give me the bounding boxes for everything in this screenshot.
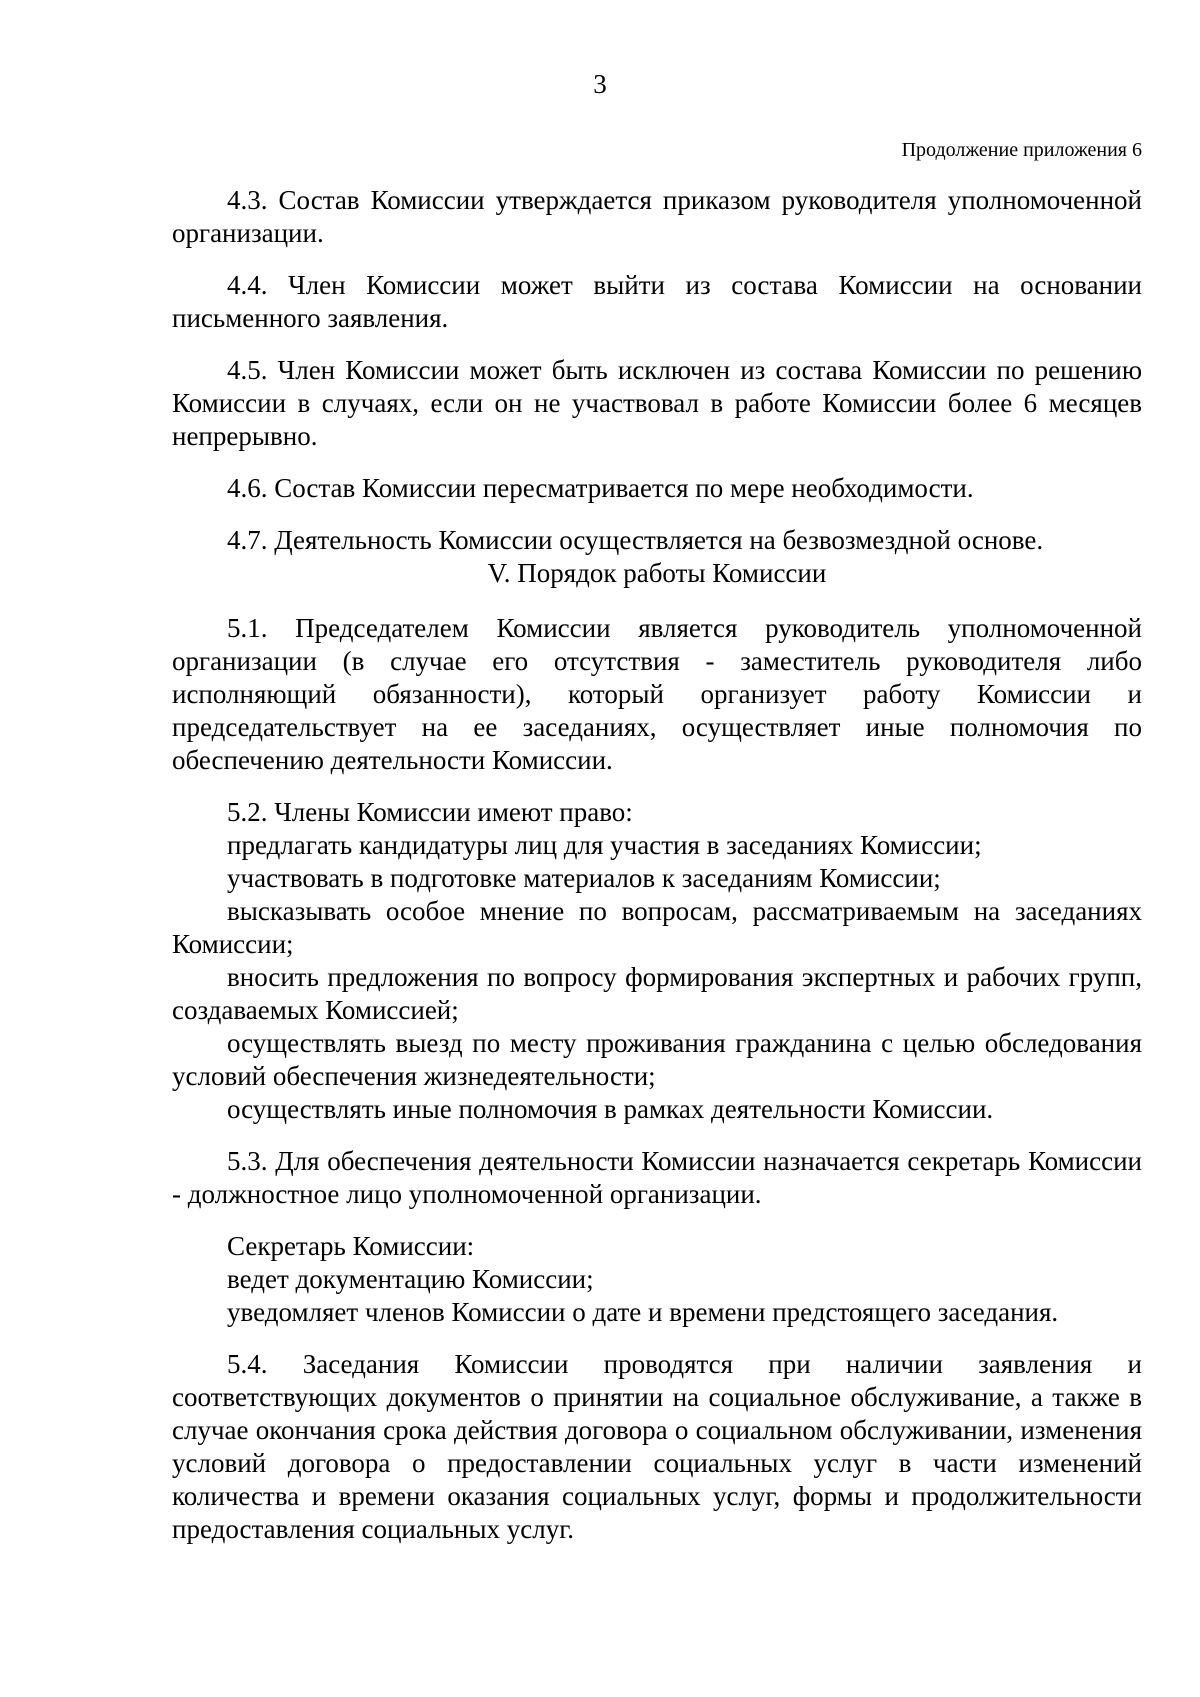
rights-list-item: вносить предложения по вопросу формирования экспертных и рабочих групп, создаваемых Комиссией;	[172, 962, 1142, 1025]
paragraph-4-3: 4.3. Состав Комиссии утверждается приказом руководителя уполномоченной организации.	[172, 185, 1142, 248]
paragraph-5-1: 5.1. Председателем Комиссии является руководитель уполномоченной организации (в случае его отсутствия - заместитель руководителя либо исполняющий обязанности), который организует работу Комиссии и председательствует на ее заседаниях, осуществляет иные полномочия по обеспечению деятельности Комиссии.	[172, 613, 1142, 775]
paragraph-5-2-intro: 5.2. Члены Комиссии имеют право:	[227, 797, 633, 827]
paragraph-4-7: 4.7. Деятельность Комиссии осуществляется на безвозмездной основе.	[227, 525, 1044, 555]
document-body	[172, 184, 1142, 1546]
paragraph-5-3: 5.3. Для обеспечения деятельности Комиссии назначается секретарь Комиссии - должностное лицо уполномоченной организации.	[172, 1146, 1142, 1209]
paragraph-4-5: 4.5. Член Комиссии может быть исключен из состава Комиссии по решению Комиссии в случаях, если он не участвовал в работе Комиссии более 6 месяцев непрерывно.	[172, 355, 1142, 451]
rights-list-item: осуществлять иные полномочия в рамках деятельности Комиссии.	[227, 1094, 994, 1124]
rights-list-item: осуществлять выезд по месту проживания гражданина с целью обследования условий обеспечения жизнедеятельности;	[172, 1028, 1142, 1091]
secretary-duty-item: ведет документацию Комиссии;	[227, 1264, 594, 1294]
rights-list-item: высказывать особое мнение по вопросам, рассматриваемым на заседаниях Комиссии;	[172, 896, 1142, 959]
section-v-title: V. Порядок работы Комиссии	[487, 558, 827, 588]
paragraph-4-4: 4.4. Член Комиссии может выйти из состава Комиссии на основании письменного заявления.	[172, 270, 1142, 333]
appendix-continuation-note: Продолжение приложения 6	[901, 139, 1142, 161]
paragraph-5-4: 5.4. Заседания Комиссии проводятся при наличии заявления и соответствующих документов о принятии на социальное обслуживание, а также в случае окончания срока действия договора о социальном обслуживании, изменения условий договора о предоставлении социальных услуг в части изменений количества и времени оказания социальных услуг, формы и продолжительности предоставления социальных услуг.	[172, 1349, 1142, 1544]
secretary-duty-item: уведомляет членов Комиссии о дате и времени предстоящего заседания.	[227, 1297, 1059, 1327]
rights-list-item: предлагать кандидатуры лиц для участия в заседаниях Комиссии;	[227, 830, 982, 860]
page-number: 3	[593, 69, 607, 99]
rights-list-item: участвовать в подготовке материалов к заседаниям Комиссии;	[227, 863, 941, 893]
paragraph-4-6: 4.6. Состав Комиссии пересматривается по мере необходимости.	[227, 473, 974, 503]
secretary-intro: Секретарь Комиссии:	[227, 1231, 475, 1261]
